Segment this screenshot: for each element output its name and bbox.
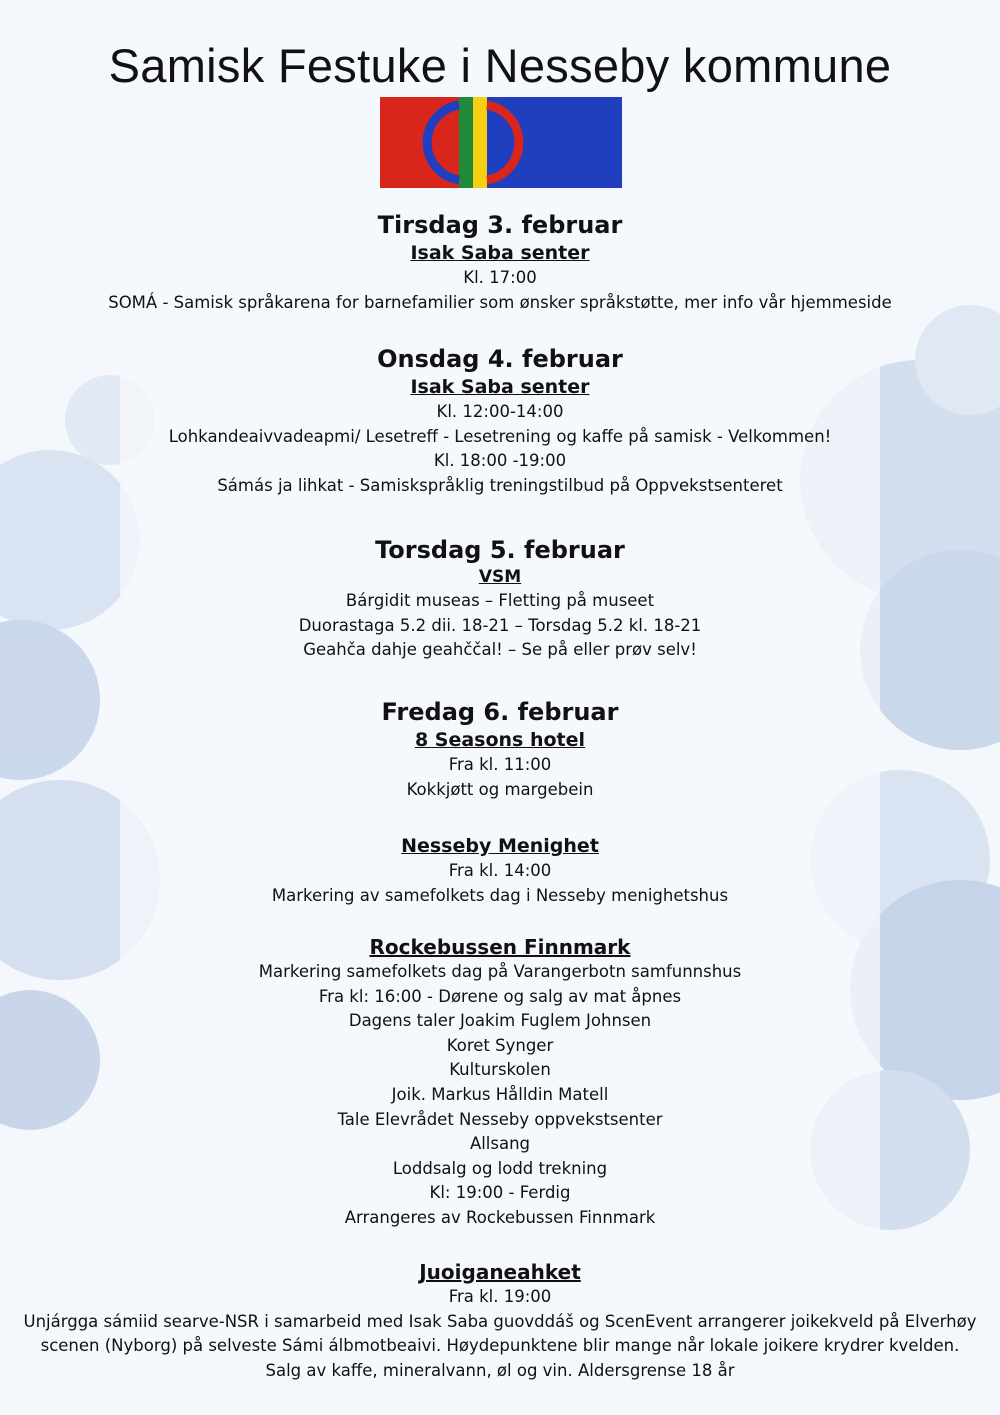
event-line: Bárgidit museas – Fletting på museet bbox=[345, 591, 655, 610]
event-line: Dagens taler Joakim Fuglem Johnsen bbox=[348, 1011, 652, 1031]
event-line: Kl: 19:00 - Ferdig bbox=[429, 1183, 571, 1203]
event-line: Kl. 12:00-14:00 bbox=[436, 402, 564, 421]
venue-section-juoiganeahket bbox=[0, 1259, 1000, 1383]
event-line: Kulturskolen bbox=[449, 1060, 551, 1080]
event-line: Geahča dahje geahččal! – Se på eller prøv selv! bbox=[303, 640, 697, 660]
event-line: Loddsalg og lodd trekning bbox=[392, 1158, 608, 1178]
venue-section-rockebussen bbox=[0, 934, 1000, 1231]
venue-heading: Juoiganeahket bbox=[419, 1260, 581, 1284]
day-heading: Tirsdag 3. februar bbox=[377, 211, 623, 239]
event-line: Salg av kaffe, mineralvann, øl og vin. Aldersgrense 18 år bbox=[265, 1360, 735, 1380]
day-section-tuesday bbox=[0, 210, 1000, 315]
event-line: Tale Elevrådet Nesseby oppvekstsenter bbox=[337, 1109, 663, 1129]
event-line: Koret Synger bbox=[446, 1035, 554, 1055]
event-line: Fra kl: 16:00 - Dørene og salg av mat åpnes bbox=[318, 986, 682, 1006]
event-line: Kokkjøtt og margebein bbox=[406, 779, 594, 799]
event-line: SOMÁ - Samisk språkarena for barnefamilier som ønsker språkstøtte, mer info vår hjemmeside bbox=[108, 292, 892, 312]
event-line: Fra kl. 11:00 bbox=[448, 755, 552, 774]
venue-section-nesseby-menighet bbox=[0, 833, 1000, 908]
day-heading: Fredag 6. februar bbox=[381, 698, 619, 726]
venue-heading: VSM bbox=[478, 567, 522, 587]
venue-heading: Isak Saba senter bbox=[410, 376, 590, 398]
sami-flag-icon bbox=[380, 97, 622, 188]
event-line: Allsang bbox=[469, 1134, 531, 1154]
venue-heading: Rockebussen Finnmark bbox=[369, 935, 631, 959]
event-line: Kl. 18:00 -19:00 bbox=[433, 451, 567, 471]
venue-heading: 8 Seasons hotel bbox=[414, 729, 586, 751]
event-paragraph: Unjárgga sámiid searve-NSR i samarbeid med Isak Saba guovddáš og ScenEvent arrangerer joikekveld på Elverhøy scenen (Nyborg) på selveste Sámi álbmotbeaivi. Høydepunktene blir mange når lokale joikere krydrer kvelden. bbox=[23, 1311, 977, 1356]
day-section-thursday bbox=[0, 535, 1000, 663]
event-line: Lohkandeaivvadeapmi/ Lesetreff - Lesetrening og kaffe på samisk - Velkommen! bbox=[168, 426, 832, 446]
day-section-wednesday bbox=[0, 344, 1000, 498]
event-line: Duorastaga 5.2 dii. 18-21 – Torsdag 5.2 kl. 18-21 bbox=[298, 615, 702, 635]
day-section-friday bbox=[0, 697, 1000, 802]
venue-heading: Isak Saba senter bbox=[410, 242, 590, 264]
day-heading: Onsdag 4. februar bbox=[377, 345, 623, 373]
event-line: Kl. 17:00 bbox=[463, 268, 537, 287]
event-line: Markering samefolkets dag på Varangerbotn samfunnshus bbox=[258, 962, 742, 981]
event-line: Arrangeres av Rockebussen Finnmark bbox=[344, 1207, 656, 1227]
event-line: Fra kl. 19:00 bbox=[448, 1287, 552, 1306]
event-line: Joik. Markus Hålldin Matell bbox=[391, 1084, 609, 1104]
venue-heading: Nesseby Menighet bbox=[401, 835, 599, 857]
day-heading: Torsdag 5. februar bbox=[375, 536, 625, 564]
event-line: Sámás ja lihkat - Samiskspråklig treningstilbud på Oppvekstsenteret bbox=[217, 475, 783, 495]
event-line: Fra kl. 14:00 bbox=[448, 861, 552, 880]
page-title: Samisk Festuke i Nesseby kommune bbox=[108, 39, 892, 92]
event-line: Markering av samefolkets dag i Nesseby menighetshus bbox=[271, 885, 729, 905]
